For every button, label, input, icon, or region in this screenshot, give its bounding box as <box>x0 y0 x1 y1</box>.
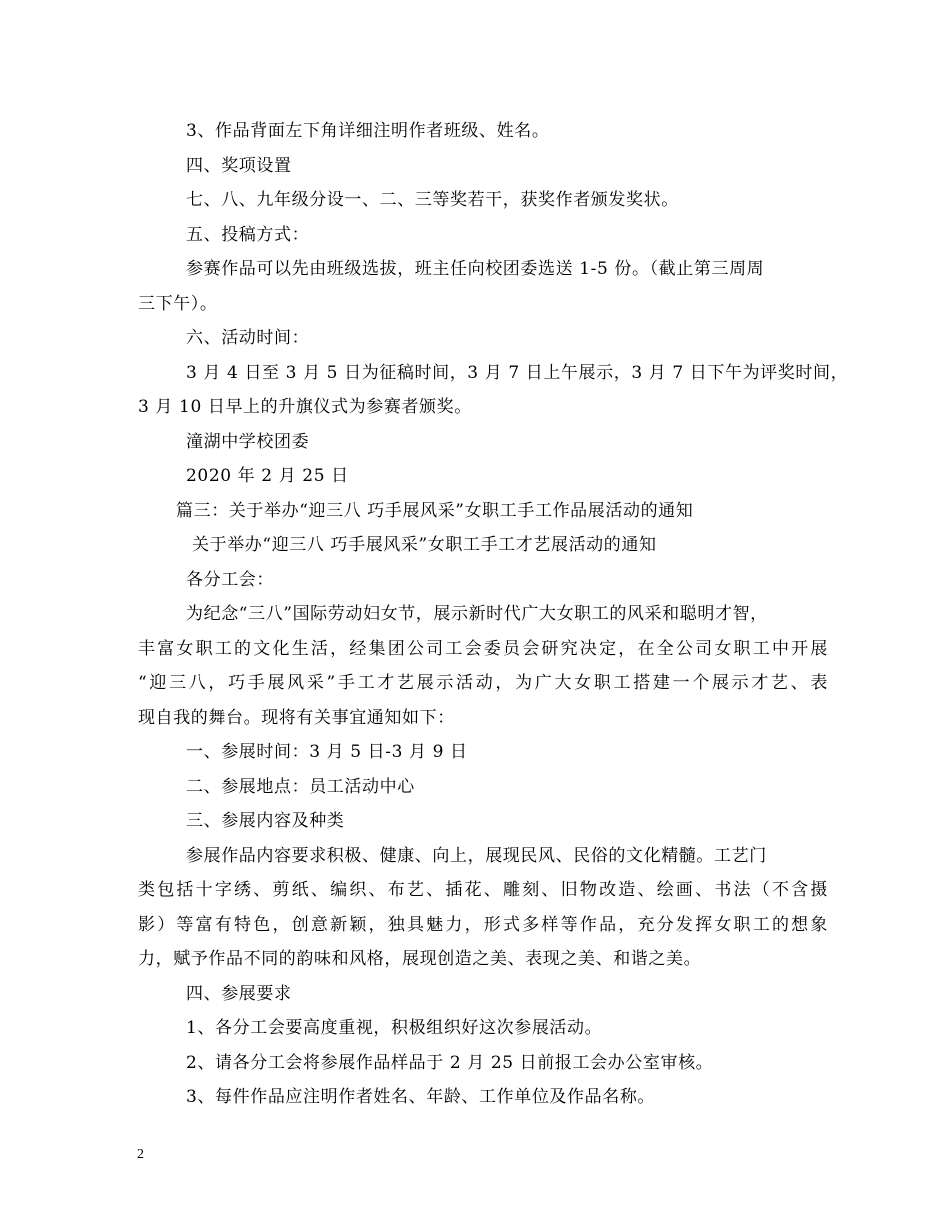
text-line: 现自我的舞台。现将有关事宜通知如下： <box>138 708 455 728</box>
text-line: 力，赋予作品不同的韵味和风格，展现创造之美、表现之美、和谐之美。 <box>138 949 702 969</box>
text-line: 为纪念“三八”国际劳动妇女节，展示新时代广大女职工的风采和聪明才智， <box>186 604 768 624</box>
text-line: 影）等富有特色，创意新颖，独具魅力，形式多样等作品，充分发挥女职工的想象 <box>138 915 828 935</box>
salutation: 各分工会： <box>186 570 274 590</box>
text-line: 三下午）。 <box>138 294 218 314</box>
text-line: 丰富女职工的文化生活，经集团公司工会委员会研究决定，在全公司女职工中开展 <box>138 639 828 659</box>
text-line: 3 月 10 日早上的升旗仪式为参赛者颁奖。 <box>138 397 472 417</box>
chapter-heading: 篇三：关于举办“迎三八 巧手展风采”女职工手工作品展活动的通知 <box>176 501 694 521</box>
signature-org: 潼湖中学校团委 <box>186 432 310 452</box>
text-line: 1、各分工会要高度重视，积极组织好这次参展活动。 <box>186 1018 603 1038</box>
section-heading: 六、活动时间： <box>186 328 310 348</box>
section-heading: 四、奖项设置 <box>186 156 292 176</box>
text-line: “迎三八，巧手展风采”手工才艺展示活动，为广大女职工搭建一个展示才艺、表 <box>138 673 828 693</box>
section-heading: 五、投稿方式： <box>186 225 310 245</box>
text-line: 参赛作品可以先由班级选拔，班主任向校团委选送 1-5 份。（截止第三周周 <box>186 259 765 279</box>
text-line: 3、作品背面左下角详细注明作者班级、姓名。 <box>186 121 550 141</box>
section-heading: 四、参展要求 <box>186 984 292 1004</box>
text-line: 3 月 4 日至 3 月 5 日为征稿时间，3 月 7 日上午展示，3 月 7 日下午为评奖时间， <box>186 363 849 383</box>
notice-title: 关于举办“迎三八 巧手展风采”女职工手工才艺展活动的通知 <box>192 535 657 555</box>
section-heading: 三、参展内容及种类 <box>186 811 345 831</box>
page-number: 2 <box>137 1147 144 1162</box>
text-line: 二、参展地点：员工活动中心 <box>186 777 415 797</box>
text-line: 类包括十字绣、剪纸、编织、布艺、插花、雕刻、旧物改造、绘画、书法（不含摄 <box>138 880 828 900</box>
text-line: 七、八、九年级分设一、二、三等奖若干，获奖作者颁发奖状。 <box>186 190 679 210</box>
text-line: 参展作品内容要求积极、健康、向上，展现民风、民俗的文化精髓。工艺门 <box>186 846 767 866</box>
signature-date: 2020 年 2 月 25 日 <box>186 466 349 486</box>
text-line: 一、参展时间：3 月 5 日-3 月 9 日 <box>186 742 468 762</box>
text-line: 2、请各分工会将参展作品样品于 2 月 25 日前报工会办公室审核。 <box>186 1053 714 1073</box>
text-line: 3、每件作品应注明作者姓名、年龄、工作单位及作品名称。 <box>186 1087 656 1107</box>
